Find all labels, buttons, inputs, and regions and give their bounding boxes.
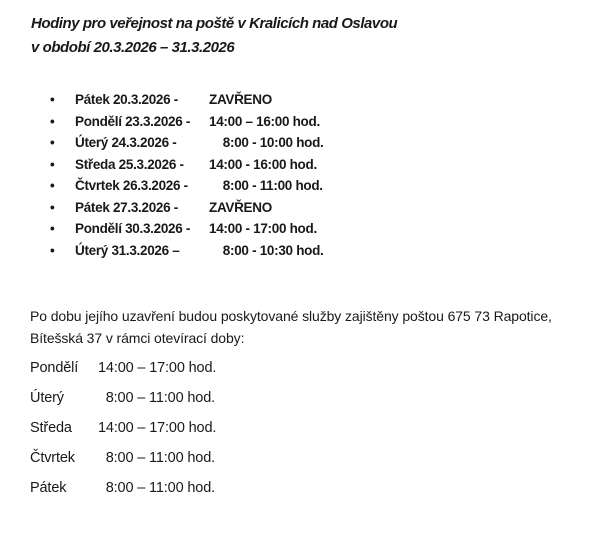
bullet-icon: • xyxy=(50,113,55,129)
hours-day: Pondělí xyxy=(30,360,79,376)
bullet-icon: • xyxy=(50,135,55,150)
bullet-icon: • xyxy=(50,242,55,258)
schedule-date: Pátek 20.3.2026 - xyxy=(75,92,178,107)
hours-day: Pátek xyxy=(30,480,67,496)
schedule-time: ZAVŘENO xyxy=(209,199,272,215)
schedule-time: 8:00 - 10:30 hod. xyxy=(209,242,324,258)
schedule-date: Čtvrtek 26.3.2026 - xyxy=(75,178,188,193)
replacement-info-line2: Bítešská 37 v rámci otevírací doby: xyxy=(30,330,245,346)
hours-time: 8:00 – 11:00 hod. xyxy=(98,480,216,496)
bullet-icon: • xyxy=(50,199,55,215)
schedule-date: Středa 25.3.2026 - xyxy=(75,156,184,172)
schedule-time: 14:00 – 16:00 hod. xyxy=(209,113,320,129)
replacement-post-info xyxy=(30,305,605,349)
hours-row xyxy=(30,443,605,473)
hours-day: Úterý xyxy=(30,390,64,406)
schedule-row xyxy=(50,197,605,219)
hours-time: 14:00 – 17:00 hod. xyxy=(98,420,217,436)
hours-day: Středa xyxy=(30,420,72,436)
schedule-date: Pátek 27.3.2026 - xyxy=(75,199,178,215)
hours-row xyxy=(30,413,605,443)
schedule-row xyxy=(50,175,605,197)
hours-time: 14:00 – 17:00 hod. xyxy=(98,360,217,376)
replacement-info-line1: Po dobu jejího uzavření budou poskytované služby zajištěny poštou 675 73 Rapotice, xyxy=(30,308,552,324)
schedule-row xyxy=(50,218,605,240)
schedule-row xyxy=(50,111,605,133)
bullet-icon: • xyxy=(50,92,55,107)
bullet-icon: • xyxy=(50,221,55,236)
hours-row xyxy=(30,383,605,413)
schedule-date: Úterý 24.3.2026 - xyxy=(75,135,177,150)
notice-title-line2: v období 20.3.2026 – 31.3.2026 xyxy=(31,39,235,56)
hours-time: 8:00 – 11:00 hod. xyxy=(98,390,216,406)
notice-document xyxy=(0,12,605,560)
bullet-icon: • xyxy=(50,156,55,172)
temporary-hours-list xyxy=(0,89,605,261)
replacement-hours-table xyxy=(30,353,605,503)
schedule-time: 14:00 - 16:00 hod. xyxy=(209,156,317,172)
schedule-date: Pondělí 23.3.2026 - xyxy=(75,113,191,129)
hours-row xyxy=(30,473,605,503)
hours-day: Čtvrtek xyxy=(30,450,75,466)
schedule-date: Pondělí 30.3.2026 - xyxy=(75,221,191,236)
schedule-row xyxy=(50,240,605,262)
schedule-time: ZAVŘENO xyxy=(209,92,272,107)
bullet-icon: • xyxy=(50,178,55,193)
notice-title xyxy=(31,12,605,60)
schedule-time: 14:00 - 17:00 hod. xyxy=(209,221,317,236)
schedule-row xyxy=(50,89,605,111)
schedule-row xyxy=(50,132,605,154)
notice-title-line1: Hodiny pro veřejnost na poště v Kralicích nad Oslavou xyxy=(31,15,398,32)
schedule-row xyxy=(50,154,605,176)
hours-time: 8:00 – 11:00 hod. xyxy=(98,450,216,466)
schedule-time: 8:00 - 11:00 hod. xyxy=(209,178,323,193)
hours-row xyxy=(30,353,605,383)
schedule-date: Úterý 31.3.2026 – xyxy=(75,242,180,258)
schedule-time: 8:00 - 10:00 hod. xyxy=(209,135,324,150)
